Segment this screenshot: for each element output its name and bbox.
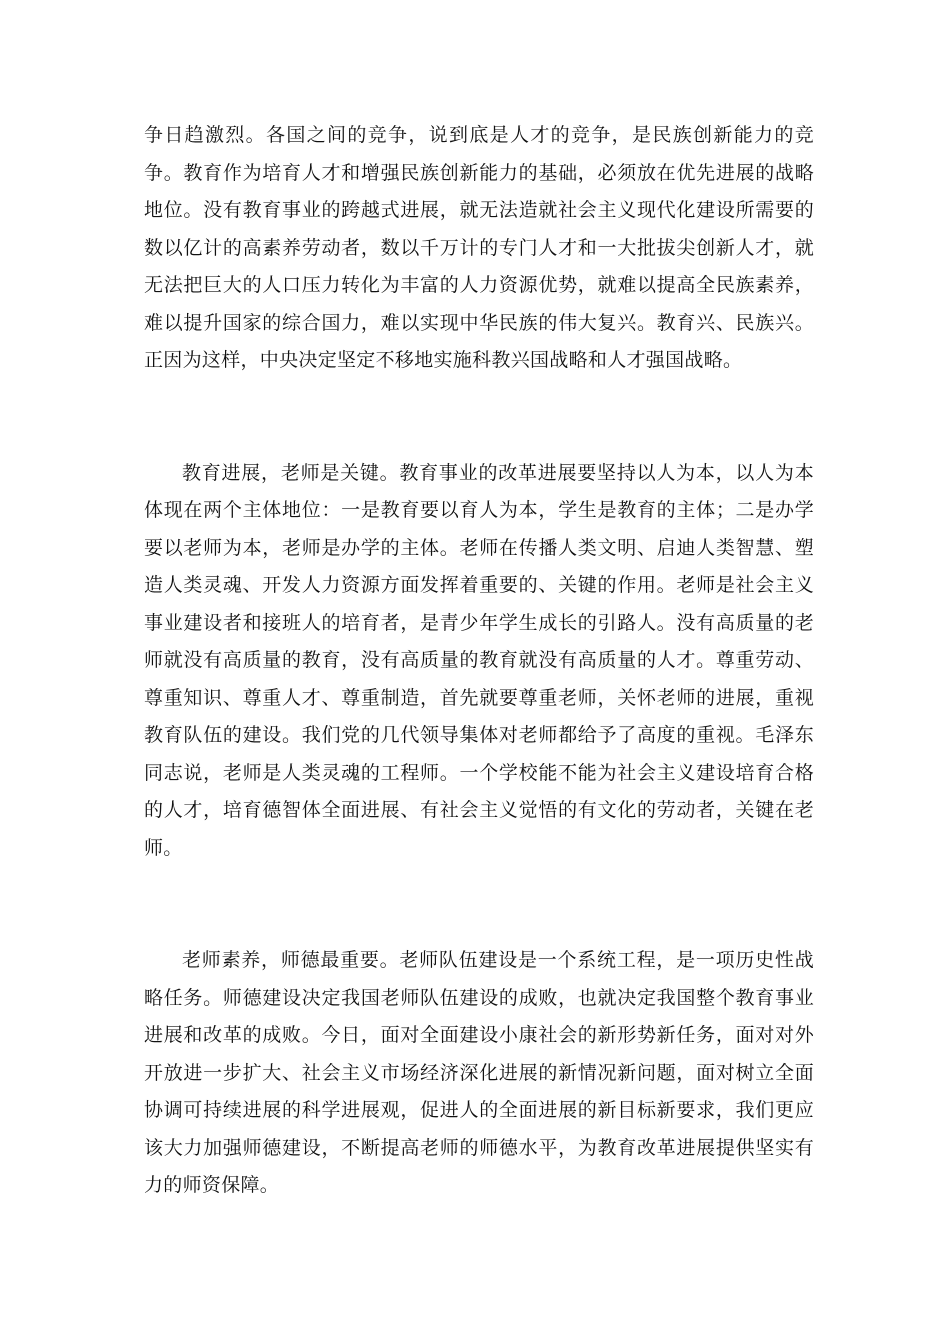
paragraph-2: 教育进展，老师是关键。教育事业的改革进展要坚持以人为本，以人为本体现在两个主体地位：一是教育要以育人为本，学生是教育的主体；二是办学要以老师为本，老师是办学的主体。老师在传播人类文明、启迪人类智慧、塑造人类灵魂、开发人力资源方面发挥着重要的、关键的作用。老师是社会主义事业建设者和接班人的培育者，是青少年学生成长的引路人。没有高质量的老师就没有高质量的教育，没有高质量的教育就没有高质量的人才。尊重劳动、尊重知识、尊重人才、尊重制造，首先就要尊重老师，关怀老师的进展，重视教育队伍的建设。我们党的几代领导集体对老师都给予了高度的重视。毛泽东同志说，老师是人类灵魂的工程师。一个学校能不能为社会主义建设培育合格的人才，培育德智体全面进展、有社会主义觉悟的有文化的劳动者，关键在老师。: [144, 461, 814, 859]
paragraph-gap: [144, 380, 814, 455]
document-body: [144, 117, 814, 1205]
paragraph-1: 争日趋激烈。各国之间的竞争，说到底是人才的竞争，是民族创新能力的竞争。教育作为培育人才和增强民族创新能力的基础，必须放在优先进展的战略地位。没有教育事业的跨越式进展，就无法造就社会主义现代化建设所需要的数以亿计的高素养劳动者，数以千万计的专门人才和一大批拔尖创新人才，就无法把巨大的人口压力转化为丰富的人力资源优势，就难以提高全民族素养，难以提升国家的综合国力，难以实现中华民族的伟大复兴。教育兴、民族兴。正因为这样，中央决定坚定不移地实施科教兴国战略和人才强国战略。: [144, 124, 814, 371]
paragraph-3: 老师素养，师德最重要。老师队伍建设是一个系统工程，是一项历史性战略任务。师德建设决定我国老师队伍建设的成败，也就决定我国整个教育事业进展和改革的成败。今日，面对全面建设小康社会的新形势新任务，面对对外开放进一步扩大、社会主义市场经济深化进展的新情况新问题，面对树立全面协调可持续进展的科学进展观，促进人的全面进展的新目标新要求，我们更应该大力加强师德建设，不断提高老师的师德水平，为教育改革进展提供坚实有力的师资保障。: [144, 949, 814, 1196]
paragraph-gap: [144, 867, 814, 942]
